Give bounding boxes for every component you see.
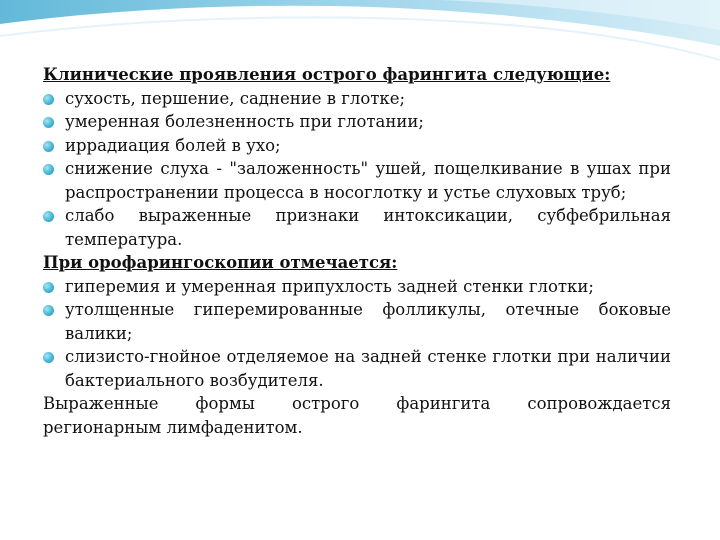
list-item: слизисто-гнойное отделяемое на задней стенке глотки при наличии бактериального возбудителя. <box>43 345 671 392</box>
bullet-icon <box>43 282 54 293</box>
list-item: снижение слуха - "заложенность" ушей, пощелкивание в ушах при распространении процесса в носоглотку и устье слуховых труб; <box>43 157 671 204</box>
list-item: гиперемия и умеренная припухлость задней стенки глотки; <box>43 275 671 299</box>
clinical-manifestations-heading: Клинические проявления острого фарингита следующие: <box>43 65 611 84</box>
summary-line-2: регионарным лимфаденитом. <box>43 417 303 437</box>
summary-paragraph <box>43 392 671 439</box>
bullet-icon <box>43 164 54 175</box>
summary-line-1: Выраженные формы острого фарингита сопровождается <box>43 394 671 413</box>
bullet-icon <box>43 352 54 363</box>
list-item: слабо выраженные признаки интоксикации, субфебрильная температура. <box>43 204 671 251</box>
bullet-icon <box>43 141 54 152</box>
bullet-icon <box>43 305 54 316</box>
list-item: иррадиация болей в ухо; <box>43 134 671 158</box>
symptoms-list <box>43 87 671 252</box>
oropharyngoscopy-heading: При орофарингоскопии отмечается: <box>43 253 398 272</box>
bullet-icon <box>43 211 54 222</box>
bullet-icon <box>43 94 54 105</box>
bullet-icon <box>43 117 54 128</box>
findings-list <box>43 275 671 393</box>
list-item: утолщенные гиперемированные фолликулы, отечные боковые валики; <box>43 298 671 345</box>
list-item: умеренная болезненность при глотании; <box>43 110 671 134</box>
slide-content <box>43 63 671 439</box>
list-item: сухость, першение, саднение в глотке; <box>43 87 671 111</box>
